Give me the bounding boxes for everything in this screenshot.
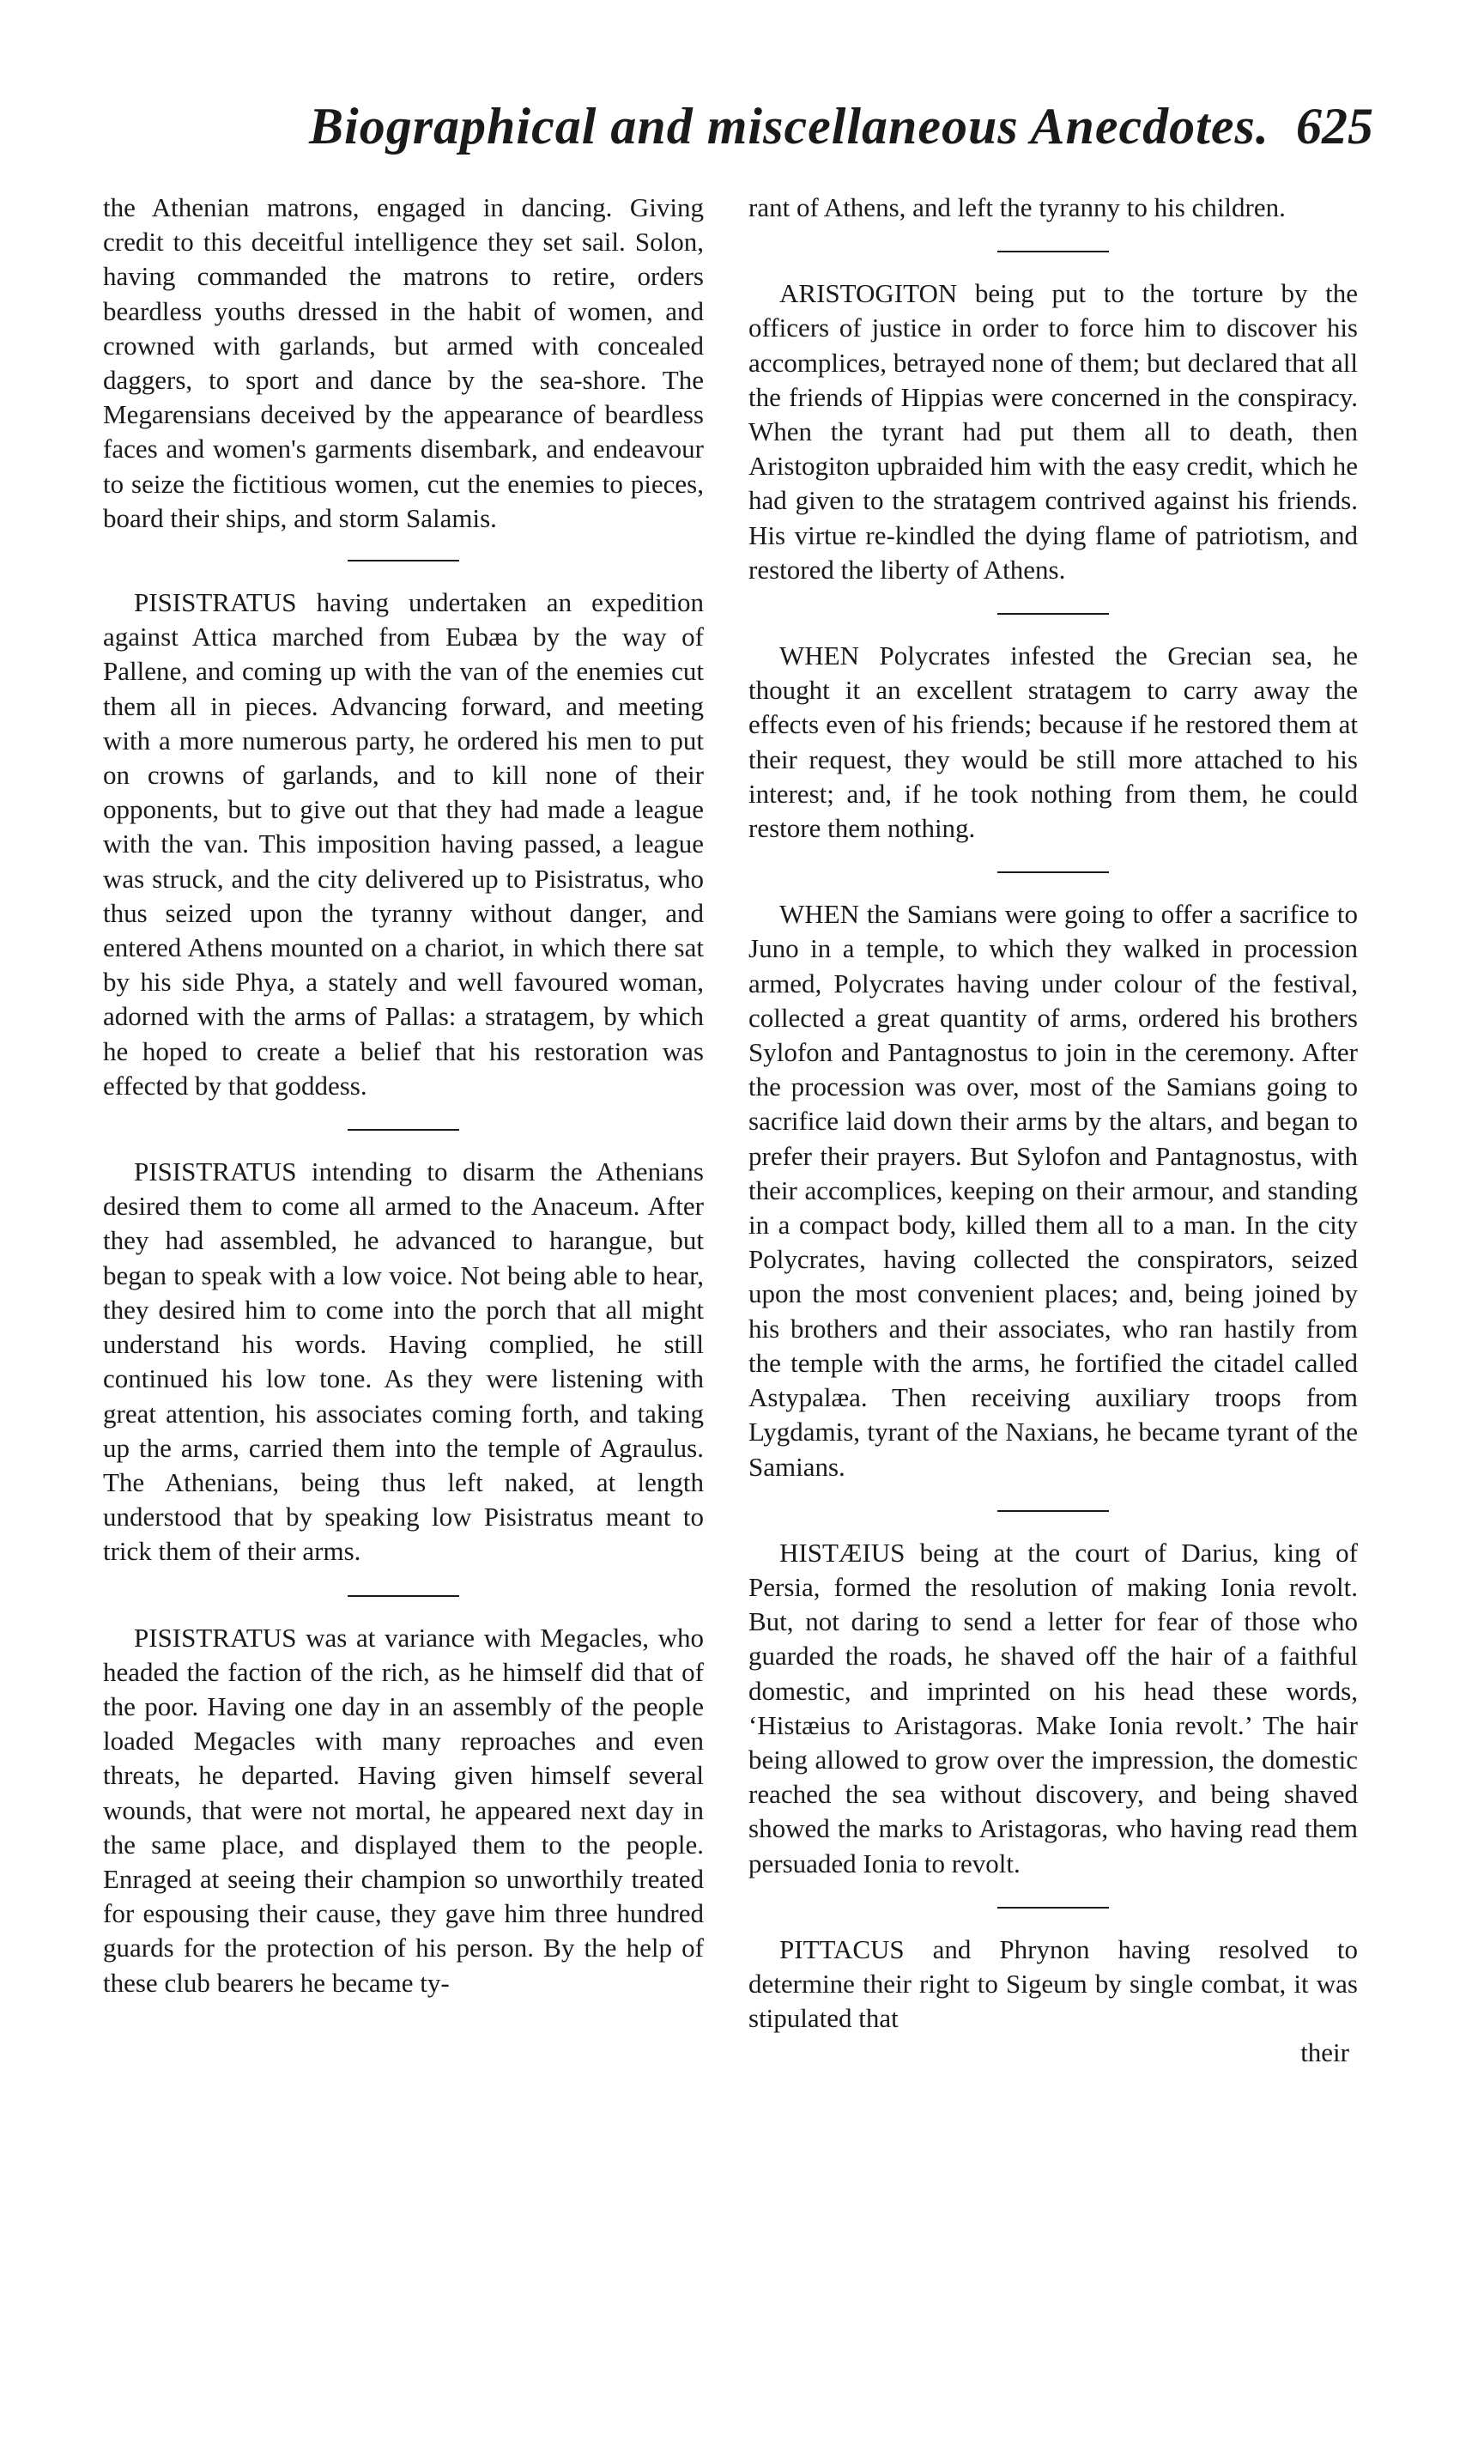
section-rule: [997, 1510, 1109, 1512]
running-title: Biographical and miscellaneous Anecdotes.: [309, 98, 1269, 155]
paragraph-pisistratus-megacles: PISISTRATUS was at variance with Megacles, who headed the faction of the rich, as he himself did that of the poor. Having one day in an assembly of the people loaded Megacles with many reproaches and even threats, he departed. Having given himself several wounds, that were not mortal, he appeared next day in the same place, and displayed them to the people. Enraged at seeing their champion so unworthily treated for espousing their cause, they gave him three hundred guards for the protection of his person. By the help of these club bearers he became ty-: [103, 1622, 704, 1998]
section-rule: [348, 560, 459, 561]
left-column: [103, 191, 704, 2000]
paragraph-polycrates-friends: WHEN Polycrates infested the Grecian sea, he thought it an excellent stratagem to carry away the effects even of his friends; because if he restored them at their request, they would be still more attached to his interest; and, if he took nothing from them, he could restore them nothing.: [748, 640, 1358, 844]
section-rule: [997, 613, 1109, 615]
section-rule: [997, 871, 1109, 873]
paragraph-solon-salamis: the Athenian matrons, engaged in dancing. Giving credit to this deceitful intelligence they set sail. Solon, having commanded the matrons to retire, orders beardless youths dressed in the habit of women, and crowned with garlands, but armed with concealed daggers, to sport and dance by the sea-shore. The Megarensians deceived by the appearance of beardless faces and women's garments disembark, and endeavour to seize the fictitious women, cut the enemies to pieces, board their ships, and storm Salamis.: [103, 192, 704, 533]
paragraph-pittacus: PITTACUS and Phrynon having resolved to determine their right to Sigeum by single combat, it was stipulated that: [748, 1933, 1358, 2034]
paragraph-histaeius: HISTÆIUS being at the court of Darius, king of Persia, formed the resolution of making Ionia revolt. But, not daring to send a letter for fear of those who guarded the roads, he shaved off the hair of a faithful domestic, and imprinted on his head these words, ‘Histæius to Aristagoras. Make Ionia revolt.’ The hair being allowed to grow over the impression, the domestic reached the sea without discovery, and being shaved showed the marks to Aristagoras, who having read them persuaded Ionia to revolt.: [748, 1537, 1358, 1878]
paragraph-polycrates-samians: WHEN the Samians were going to offer a sacrifice to Juno in a temple, to which they walked in procession armed, Polycrates having under colour of the festival, collected a great quantity of arms, ordered his brothers Sylofon and Pantagnostus to join in the ceremony. After the procession was over, most of the Samians going to sacrifice laid down their arms by the altars, and began to prefer their prayers. But Sylofon and Pantagnostus, with their accomplices, keeping on their armour, and standing in a compact body, killed them all to a man. In the city Polycrates, having collected the conspirators, seized upon the most convenient places; and, being joined by his brothers and their associates, who ran hastily from the temple with the arms, he fortified the citadel called Astypalæa. Then receiving auxiliary troops from Lygdamis, tyrant of the Naxians, he became tyrant of the Samians.: [748, 899, 1358, 1482]
section-rule: [348, 1595, 459, 1597]
paragraph-pisistratus-disarm: PISISTRATUS intending to disarm the Athenians desired them to come all armed to the Anaceum. After they had assembled, he advanced to harangue, but began to speak with a low voice. Not being able to hear, they desired him to come into the porch that all might understand his words. Having complied, he still continued his low tone. As they were listening with great attention, his associates coming forth, and taking up the arms, carried them into the temple of Agraulus. The Athenians, being thus left naked, at length understood that by speaking low Pisistratus meant to trick them of their arms.: [103, 1156, 704, 1567]
running-header: [292, 90, 1373, 167]
paragraph-aristogiton: ARISTOGITON being put to the torture by the officers of justice in order to force him to discover his accomplices, betrayed none of them; but declared that all the friends of Hippias were concerned in the conspiracy. When the tyrant had put them all to death, then Aristogiton upbraided him with the easy credit, which he had given to the stratagem contrived against his friends. His virtue re-kindled the dying flame of patriotism, and restored the liberty of Athens.: [748, 278, 1358, 585]
section-rule: [348, 1129, 459, 1131]
catchword: their: [1300, 2037, 1349, 2068]
paragraph-continuation: rant of Athens, and left the tyranny to his children.: [748, 192, 1286, 222]
paragraph-pisistratus-pallene: PISISTRATUS having undertaken an expedition against Attica marched from Eubæa by the way of Pallene, and coming up with the van of the enemies cut them all in pieces. Advancing forward, and meeting with a more numerous party, he ordered his men to put on crowns of garlands, and to kill none of their opponents, but to give out that they had made a league with the van. This imposition having passed, a league was struck, and the city delivered up to Pisistratus, who thus seized upon the tyranny without danger, and entered Athens mounted on a chariot, in which there sat by his side Phya, a stately and well favoured woman, adorned with the arms of Pallas: a stratagem, by which he hoped to create a belief that his restoration was effected by that goddess.: [103, 587, 704, 1101]
page-number: 625: [1296, 98, 1373, 155]
section-rule: [997, 1907, 1109, 1909]
right-column: [748, 191, 1358, 2071]
section-rule: [997, 251, 1109, 252]
